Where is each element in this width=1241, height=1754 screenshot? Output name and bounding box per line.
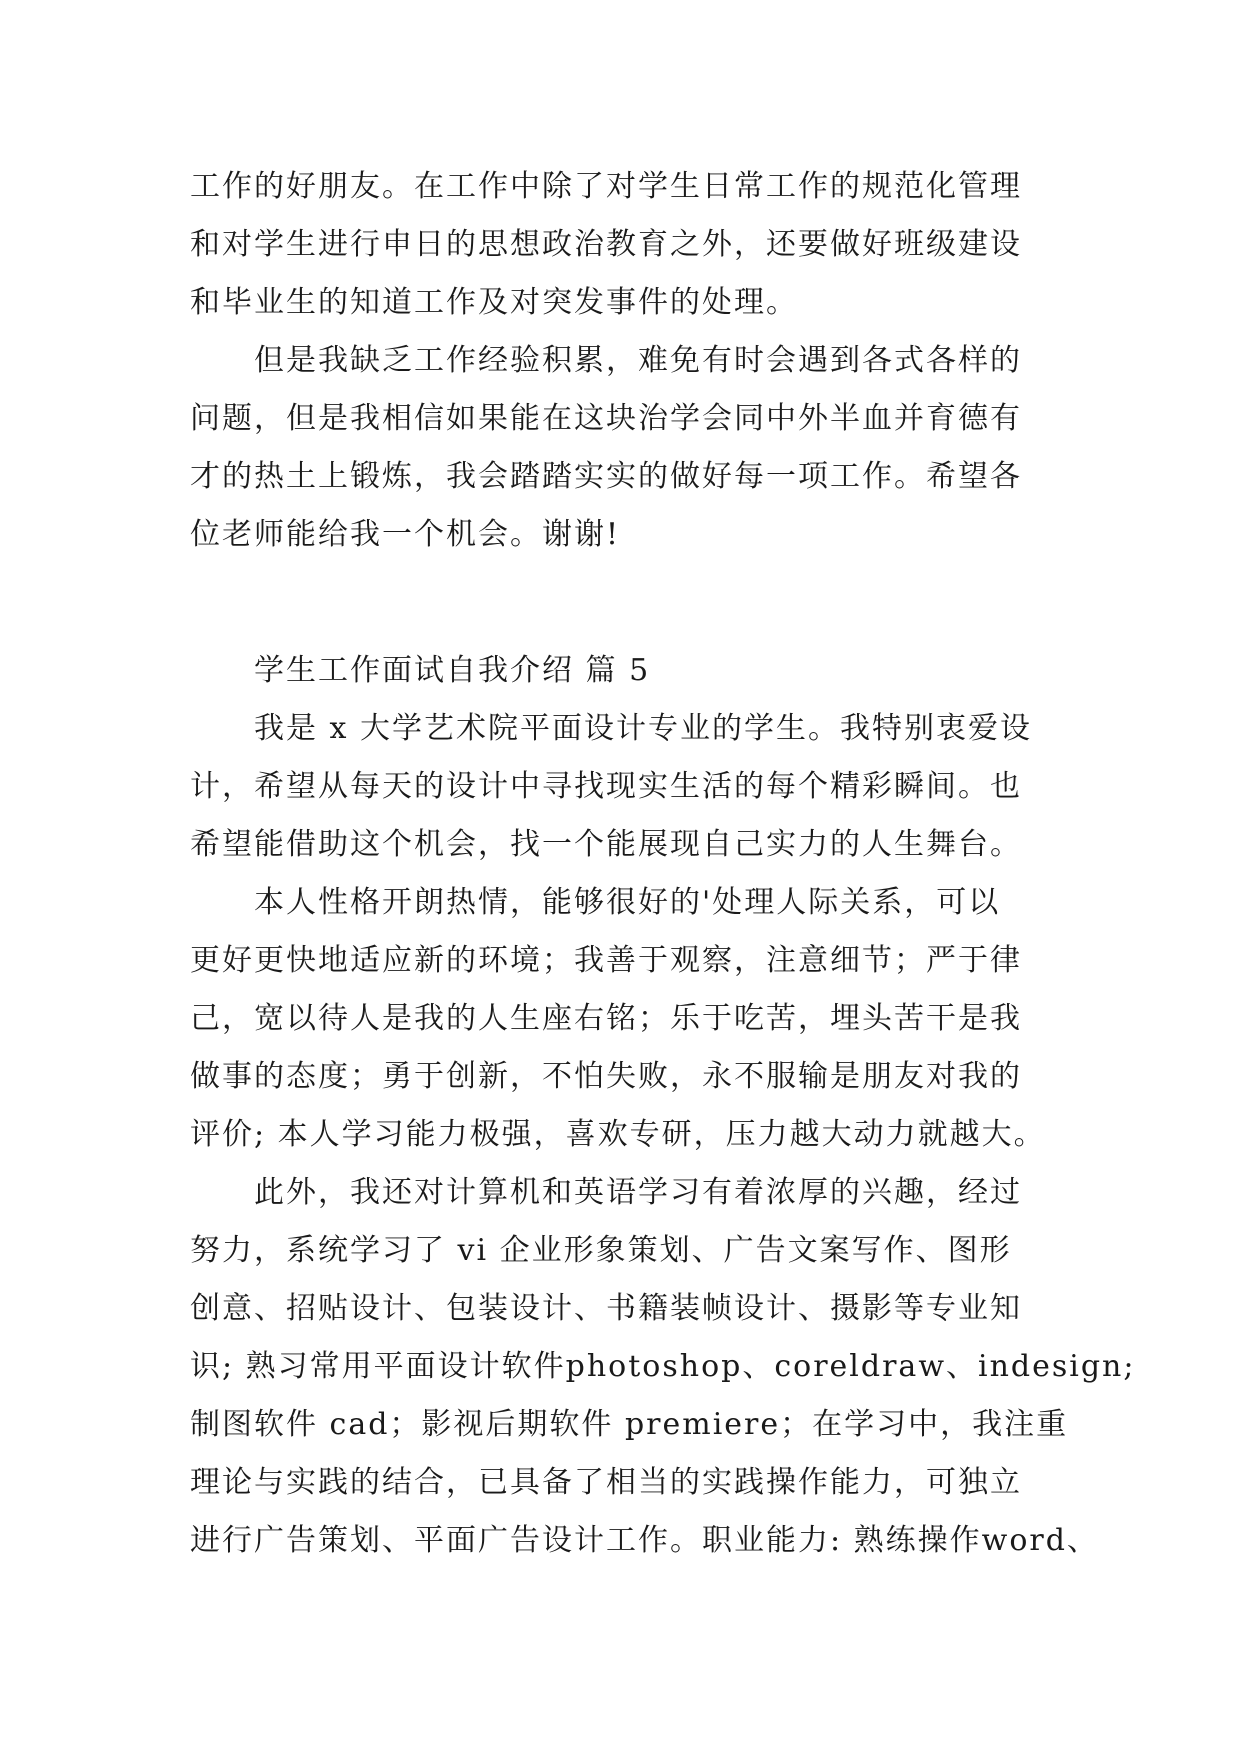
text-line: 工作的好朋友。在工作中除了对学生日常工作的规范化管理 [190,169,1022,204]
text-line: 评价; 本人学习能力极强，喜欢专研，压力越大动力就越大。 [190,1117,1046,1152]
paragraph-1 [190,158,1070,332]
text-line: 和毕业生的知道工作及对突发事件的处理。 [190,285,798,320]
text-line: 本人性格开朗热情，能够很好的'处理人际关系，可以 [254,885,1001,920]
section-heading: 学生工作面试自我介绍 篇 5 [254,653,651,688]
text-line: 做事的态度；勇于创新，不怕失败，永不服输是朋友对我的 [190,1059,1022,1094]
section-spacer [190,564,1070,642]
text-line: 才的热土上锻炼，我会踏踏实实的做好每一项工作。希望各 [190,459,1022,494]
text-line: 理论与实践的结合，已具备了相当的实践操作能力，可独立 [190,1465,1022,1500]
document-body [190,158,1136,1570]
text-line: 计，希望从每天的设计中寻找现实生活的每个精彩瞬间。也 [190,769,1022,804]
text-line: 制图软件 cad；影视后期软件 premiere；在学习中，我注重 [190,1407,1069,1442]
text-line: 我是 x 大学艺术院平面设计专业的学生。我特别衷爱设 [254,711,1032,746]
text-line: 己，宽以待人是我的人生座右铭；乐于吃苦，埋头苦干是我 [190,1001,1022,1036]
paragraph-3 [190,700,1070,874]
paragraph-5 [190,1164,1136,1570]
text-line: 希望能借助这个机会，找一个能展现自己实力的人生舞台。 [190,827,1022,862]
text-line: 但是我缺乏工作经验积累，难免有时会遇到各式各样的 [254,343,1022,378]
text-line: 创意、招贴设计、包装设计、书籍装帧设计、摄影等专业知 [190,1291,1022,1326]
paragraph-4 [190,874,1070,1164]
text-line: 问题，但是我相信如果能在这块治学会同中外半血并育德有 [190,401,1022,436]
text-line: 位老师能给我一个机会。谢谢! [190,517,621,552]
paragraph-2 [190,332,1070,564]
text-line: 进行广告策划、平面广告设计工作。职业能力: 熟练操作word、 [190,1523,1099,1558]
text-line: 更好更快地适应新的环境；我善于观察，注意细节；严于律 [190,943,1022,978]
text-line: 努力，系统学习了 vi 企业形象策划、广告文案写作、图形 [190,1233,1012,1268]
text-line: 识; 熟习常用平面设计软件photoshop、coreldraw、indesign; [190,1349,1136,1384]
text-line: 和对学生进行申日的思想政治教育之外，还要做好班级建设 [190,227,1022,262]
text-line: 此外，我还对计算机和英语学习有着浓厚的兴趣，经过 [254,1175,1022,1210]
